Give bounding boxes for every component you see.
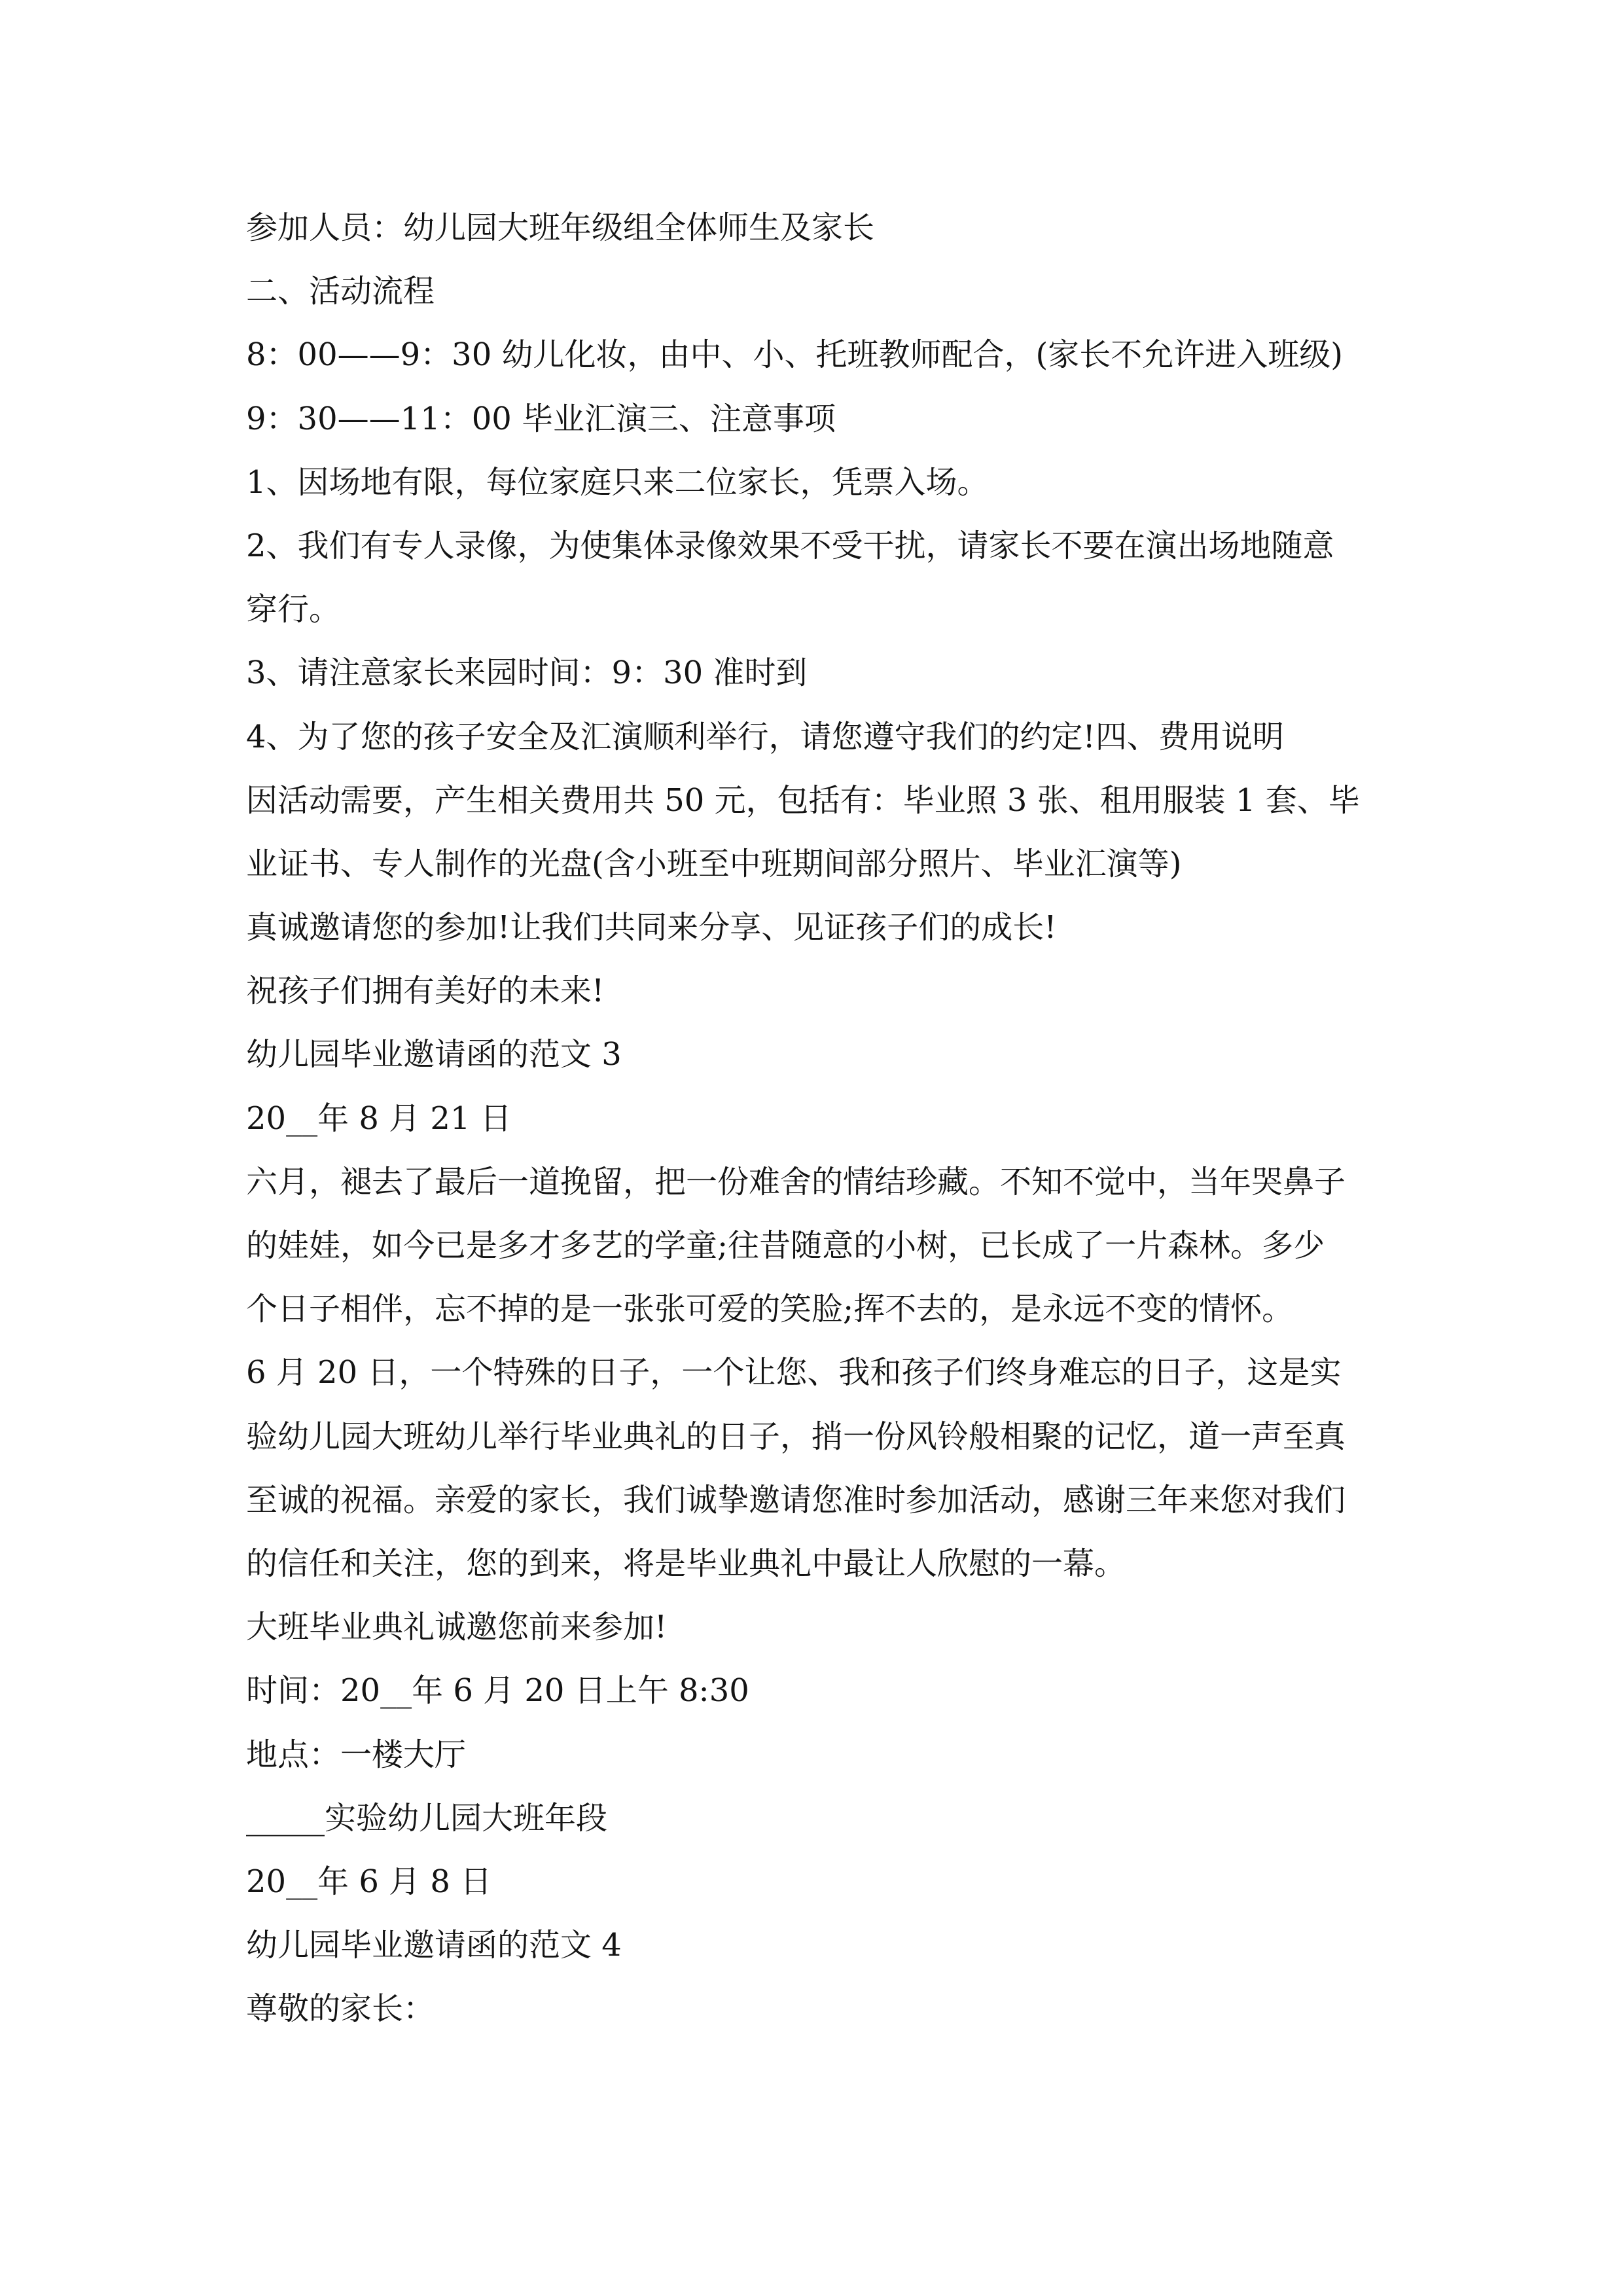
event-time: 时间：20__年 6 月 20 日上午 8:30 — [246, 1672, 749, 1710]
salutation: 尊敬的家长： — [246, 1990, 435, 2028]
notice-item-2-cont: 穿行。 — [246, 591, 341, 628]
fee-line: 因活动需要，产生相关费用共 50 元，包括有：毕业照 3 张、租用服装 1 套、毕 — [246, 781, 1360, 819]
invitation-line: 真诚邀请您的参加!让我们共同来分享、见证孩子们的成长! — [246, 909, 1057, 946]
paragraph-line: 6 月 20 日，一个特殊的日子，一个让您、我和孩子们终身难忘的日子，这是实 — [246, 1354, 1342, 1391]
notice-item-4: 4、为了您的孩子安全及汇演顺利举行，请您遵守我们的约定!四、费用说明 — [246, 718, 1284, 755]
wish-line: 祝孩子们拥有美好的未来! — [246, 973, 605, 1010]
schedule-line-makeup: 8：00——9：30 幼儿化妆，由中、小、托班教师配合，(家长不允许进入班级) — [246, 336, 1343, 374]
signature-date: 20__年 6 月 8 日 — [246, 1863, 492, 1900]
paragraph-line: 验幼儿园大班幼儿举行毕业典礼的日子，捎一份风铃般相聚的记忆，道一声至真 — [246, 1418, 1346, 1455]
notice-item-2: 2、我们有专人录像，为使集体录像效果不受干扰，请家长不要在演出场地随意 — [246, 527, 1334, 564]
signature-org: _____实验幼儿园大班年段 — [246, 1799, 608, 1837]
notice-item-1: 1、因场地有限，每位家庭只来二位家长，凭票入场。 — [246, 463, 989, 501]
sample-3-title: 幼儿园毕业邀请函的范文 3 — [246, 1036, 622, 1073]
schedule-line-performance: 9：30——11：00 毕业汇演三、注意事项 — [246, 400, 836, 437]
sample-4-title: 幼儿园毕业邀请函的范文 4 — [246, 1927, 622, 1964]
sample-3-date: 20__年 8 月 21 日 — [246, 1100, 512, 1137]
paragraph-line: 的娃娃，如今已是多才多艺的学童;往昔随意的小树，已长成了一片森林。多少 — [246, 1227, 1325, 1264]
document-body — [246, 196, 1385, 2041]
paragraph-line: 个日子相伴，忘不掉的是一张张可爱的笑脸;挥不去的，是永远不变的情怀。 — [246, 1291, 1294, 1328]
fee-line-cont: 业证书、专人制作的光盘(含小班至中班期间部分照片、毕业汇演等) — [246, 845, 1182, 882]
paragraph-line: 至诚的祝福。亲爱的家长，我们诚挚邀请您准时参加活动，感谢三年来您对我们 — [246, 1481, 1346, 1518]
participants-line: 参加人员：幼儿园大班年级组全体师生及家长 — [246, 209, 875, 246]
notice-item-3: 3、请注意家长来园时间：9：30 准时到 — [246, 655, 808, 692]
section-heading-process: 二、活动流程 — [246, 273, 435, 310]
paragraph-line: 的信任和关注，您的到来，将是毕业典礼中最让人欣慰的一幕。 — [246, 1545, 1126, 1582]
event-location: 地点：一楼大厅 — [246, 1736, 467, 1773]
paragraph-line: 六月，褪去了最后一道挽留，把一份难舍的情结珍藏。不知不觉中，当年哭鼻子 — [246, 1163, 1346, 1200]
invitation-heading: 大班毕业典礼诚邀您前来参加! — [246, 1609, 668, 1646]
